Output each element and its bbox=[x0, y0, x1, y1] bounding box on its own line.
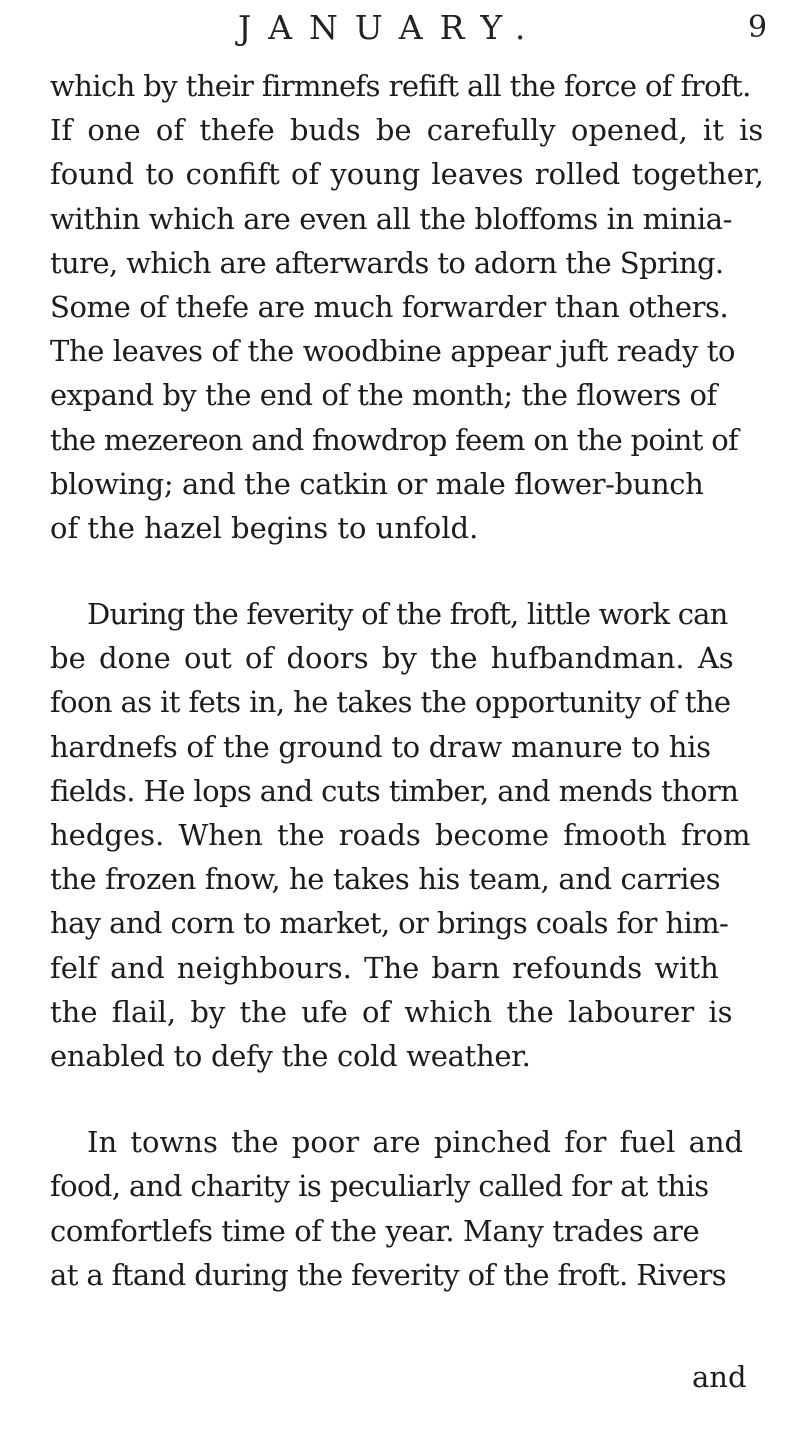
body-text bbox=[50, 64, 788, 1297]
text-line: within which are even all the bloffoms in minia- bbox=[50, 201, 733, 236]
text-line: enabled to defy the cold weather. bbox=[50, 1038, 531, 1073]
text-line: hedges. When the roads become fmooth from bbox=[50, 818, 751, 852]
paragraph-husbandman bbox=[50, 592, 788, 1078]
paragraph-buds bbox=[50, 64, 788, 550]
paragraph-gap bbox=[50, 1078, 788, 1120]
text-line: Some of thefe are much forwarder than others. bbox=[50, 289, 729, 324]
text-line: ture, which are afterwards to adorn the Spring. bbox=[50, 245, 724, 280]
text-line: hay and corn to market, or brings coals for him- bbox=[50, 906, 729, 941]
paragraph-gap bbox=[50, 550, 788, 592]
text-line: foon as it fets in, he takes the opportunity of the bbox=[50, 685, 731, 720]
text-line: The leaves of the woodbine appear juft ready to bbox=[50, 334, 736, 369]
paragraph-towns bbox=[50, 1120, 788, 1297]
text-line: During the feverity of the froft, little work can bbox=[87, 597, 728, 632]
text-line: food, and charity is peculiarly called for at this bbox=[50, 1169, 709, 1204]
running-head bbox=[0, 8, 800, 58]
text-line: If one of thefe buds be carefully opened, it is bbox=[50, 113, 764, 148]
text-line: at a ftand during the feverity of the froft. Rivers bbox=[50, 1257, 726, 1292]
text-line: which by their firmnefs refift all the force of froft. bbox=[50, 69, 751, 103]
text-line: the frozen fnow, he takes his team, and carries bbox=[50, 862, 721, 897]
text-line: felf and neighbours. The barn refounds with bbox=[50, 950, 719, 985]
text-line: In towns the poor are pinched for fuel and bbox=[87, 1125, 744, 1160]
text-line: of the hazel begins to unfold. bbox=[50, 510, 479, 545]
text-line: be done out of doors by the hufbandman. As bbox=[50, 641, 734, 676]
text-line: fields. He lops and cuts timber, and mends thorn bbox=[50, 773, 739, 808]
text-line: expand by the end of the month; the flowers of bbox=[50, 378, 717, 413]
text-line: the flail, by the ufe of which the labourer is bbox=[50, 994, 733, 1029]
catchword: and bbox=[692, 1360, 747, 1394]
running-title: JANUARY. bbox=[238, 8, 543, 47]
text-line: hardnefs of the ground to draw manure to his bbox=[50, 729, 711, 764]
text-line: the mezereon and fnowdrop feem on the point of bbox=[50, 422, 738, 457]
text-line: comfortlefs time of the year. Many trades are bbox=[50, 1213, 700, 1248]
text-line: found to confift of young leaves rolled together, bbox=[50, 157, 764, 192]
text-line: blowing; and the catkin or male flower-bunch bbox=[50, 466, 704, 501]
page-number: 9 bbox=[748, 10, 768, 45]
